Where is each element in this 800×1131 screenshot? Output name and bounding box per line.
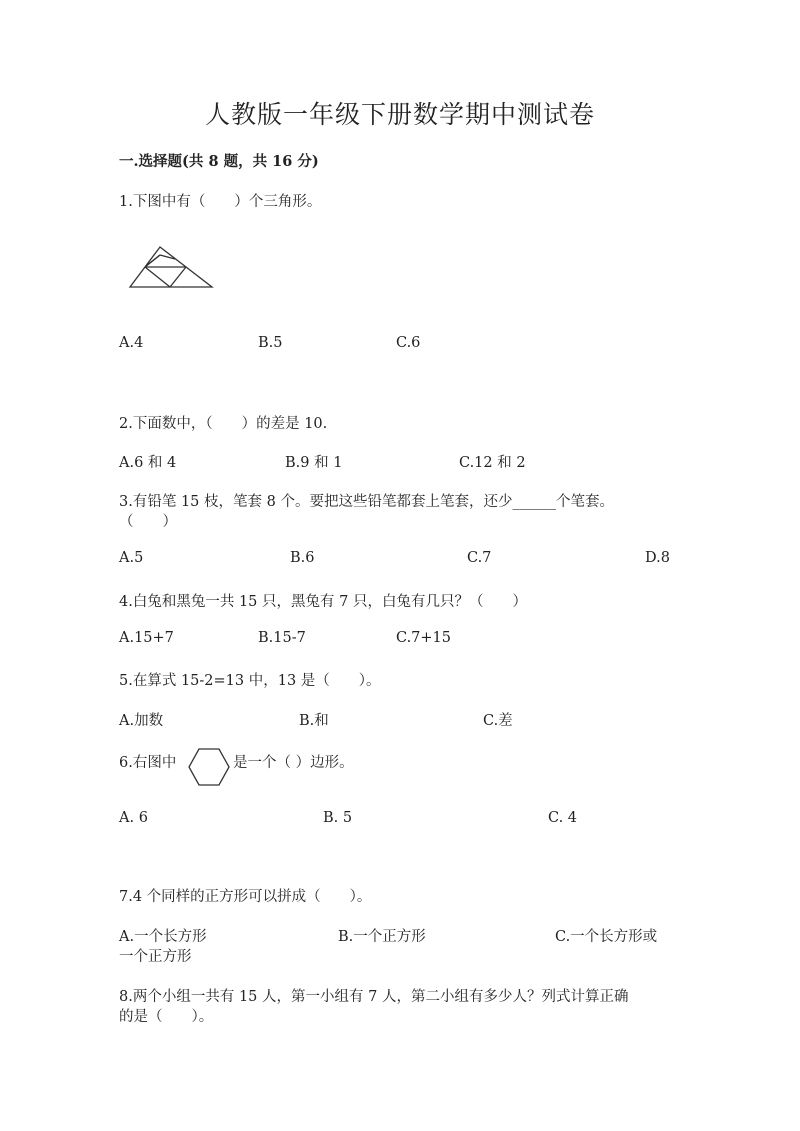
q4-option-a[interactable]: A.15+7 [119,630,174,646]
q2-option-b[interactable]: B.9 和 1 [285,455,343,471]
q7-option-c-continuation: 一个正方形 [119,949,192,965]
question-8-stem-line2: 的是（ ）。 [119,1009,214,1025]
q5-option-c[interactable]: C.差 [483,713,513,729]
q6-option-b[interactable]: B. 5 [323,810,353,826]
question-6-stem-before: 6.右图中 [119,755,177,771]
question-2-stem: 2.下面数中，（ ）的差是 10. [119,416,328,432]
q5-option-b[interactable]: B.和 [299,713,329,729]
question-4-stem: 4.白兔和黑兔一共 15 只，黑兔有 7 只，白兔有几只？（ ） [119,594,527,610]
q7-option-b[interactable]: B.一个正方形 [338,929,426,945]
triangle-figure [128,245,214,289]
section-heading: 一.选择题(共 8 题，共 16 分) [119,153,319,170]
q1-option-a[interactable]: A.4 [119,335,144,351]
q7-option-a[interactable]: A.一个长方形 [119,929,207,945]
q6-option-a[interactable]: A. 6 [119,810,148,826]
hexagon-figure [187,747,231,787]
q3-option-b[interactable]: B.6 [290,550,315,566]
q3-option-a[interactable]: A.5 [119,550,144,566]
q2-option-c[interactable]: C.12 和 2 [459,455,526,471]
question-7-stem: 7.4 个同样的正方形可以拼成（ ）。 [119,889,372,905]
q3-option-d[interactable]: D.8 [645,550,670,566]
q1-option-b[interactable]: B.5 [258,335,283,351]
q4-option-c[interactable]: C.7+15 [396,630,452,646]
q7-option-c[interactable]: C.一个长方形或 [555,929,658,945]
question-1-stem: 1.下图中有（ ）个三角形。 [119,194,322,210]
page-title: 人教版一年级下册数学期中测试卷 [204,100,595,129]
q6-option-c[interactable]: C. 4 [548,810,578,826]
question-8-stem-line1: 8.两个小组一共有 15 人，第一小组有 7 人，第二小组有多少人？列式计算正确 [119,989,629,1005]
q2-option-a[interactable]: A.6 和 4 [119,455,177,471]
q3-option-c[interactable]: C.7 [467,550,492,566]
question-3-stem-line1: 3.有铅笔 15 枝，笔套 8 个。要把这些铅笔都套上笔套，还少______个笔套。 [119,494,614,510]
question-3-stem-line2: （ ） [119,514,177,530]
question-6-stem-after: 是一个（ ）边形。 [233,755,354,771]
q5-option-a[interactable]: A.加数 [119,713,164,729]
q1-option-c[interactable]: C.6 [396,335,421,351]
question-5-stem: 5.在算式 15-2=13 中，13 是（ ）。 [119,673,381,689]
q4-option-b[interactable]: B.15-7 [258,630,306,646]
